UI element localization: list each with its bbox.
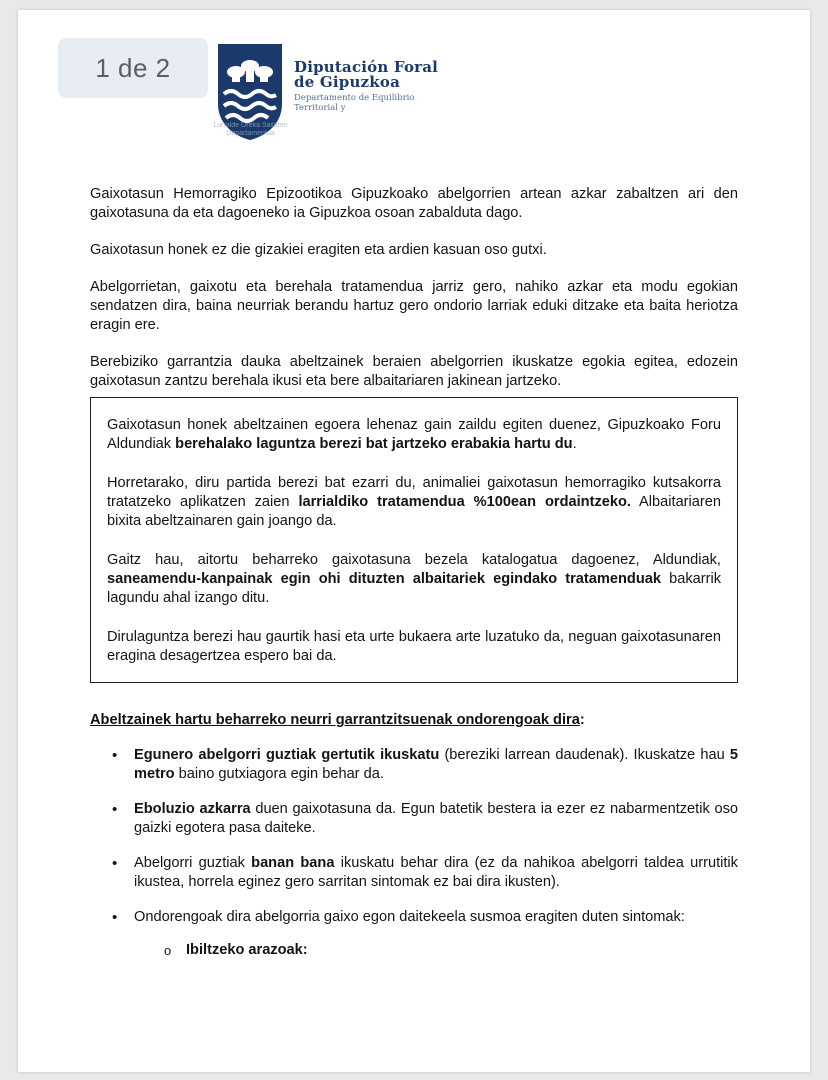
page-indicator-label: 1 de 2	[95, 52, 171, 83]
logo-secondary-wordmark	[198, 122, 303, 138]
section-heading-text: Abeltzainek hartu beharreko neurri garrantzitsuenak ondorengoak dira	[90, 712, 580, 728]
paragraph: Berebiziko garrantzia dauka abeltzainek beraien abelgorrien ikuskatze egokia egitea, edozein gaixotasun zantzu berehala ikusi eta bere albaitariaren jakinean jartzeko.	[90, 354, 738, 389]
sub-list-item-text: Ibiltzeko arazoak:	[186, 942, 308, 958]
list-item	[90, 854, 738, 892]
list-item-text: Ondorengoak dira abelgorria gaixo egon daitekeela susmoa eragiten duten sintomak:	[134, 909, 685, 925]
list-item-text: Eboluzio azkarra duen gaixotasuna da. Egun batetik bestera ia ezer ez nabarmentzetik oso gaizki egotera pasa daiteke.	[134, 801, 738, 836]
logo-subtitle-line2: Territorial y	[294, 102, 346, 113]
list-item	[90, 800, 738, 838]
list-item	[90, 908, 738, 960]
document-page	[18, 10, 810, 1072]
boxed-paragraph: Horretarako, diru partida berezi bat ezarri du, animaliei gaixotasun hemorragiko kutsakorra tratatzeko aplikatzen zaien larrialdiko tratamendua %100ean ordaintzeko. Albaitariaren bixita abeltzainaren gain joango da.	[107, 475, 721, 529]
document-body	[90, 185, 738, 976]
boxed-paragraph: Gaixotasun honek abeltzainen egoera lehenaz gain zaildu egiten duenez, Gipuzkoako Foru Aldundiak berehalako laguntza berezi bat jartzeko erabakia hartu du.	[107, 417, 721, 452]
bullet-icon: •	[112, 855, 118, 872]
paragraph: Abelgorrietan, gaixotu eta berehala tratamendua jarriz gero, nahiko azkar eta modu egokian sendatzen dira, baina neurriak berandu hartuz gero ondorio larriak eduki ditzake eta baita heriotza eragin ere.	[90, 279, 738, 333]
bullet-icon: •	[112, 801, 118, 818]
logo-title-line1: Diputación Foral	[294, 58, 439, 76]
boxed-paragraph: Gaitz hau, aitortu beharreko gaixotasuna bezela katalogatua dagoenez, Aldundiak, saneamendu-kanpainak egin ohi dituzten albaitariek egindako tratamenduak bakarrik lagundu ahal izango ditu.	[107, 552, 721, 606]
list-item	[90, 746, 738, 784]
paragraph: Gaixotasun Hemorragiko Epizootikoa Gipuzkoako abelgorrien artean azkar zabaltzen ari den gaixotasuna da eta dagoeneko ia Gipuzkoa osoan zabalduta dago.	[90, 186, 738, 221]
list-item-text: Egunero abelgorri guztiak gertutik ikuskatu (bereziki larrean daudenak). Ikuskatze hau 5 metro baino gutxiagora egin behar da.	[134, 747, 738, 782]
logo-faint-line1: Lurralde Oreka Sailaren	[213, 122, 288, 129]
logo-wordmark	[294, 60, 584, 113]
logo-title-line2: de Gipuzkoa	[294, 73, 400, 91]
sub-list-item	[134, 941, 738, 960]
highlight-box	[90, 397, 738, 683]
organization-logo	[198, 42, 598, 147]
section-heading	[90, 711, 738, 730]
page-indicator-badge	[58, 38, 208, 98]
measures-list	[90, 746, 738, 960]
symptoms-sublist	[134, 941, 738, 960]
bullet-icon: •	[112, 909, 118, 926]
boxed-paragraph: Dirulaguntza berezi hau gaurtik hasi eta urte bukaera arte luzatuko da, neguan gaixotasunaren eragina desagertzea espero bai da.	[107, 629, 721, 664]
logo-subtitle-line1: Departamento de Equilibrio	[294, 93, 415, 103]
hollow-bullet-icon: o	[164, 943, 172, 958]
logo-faint-line2: Departamentua	[226, 130, 275, 137]
intro-paragraphs	[90, 185, 738, 391]
paragraph: Gaixotasun honek ez die gizakiei eragiten eta ardien kasuan oso gutxi.	[90, 242, 547, 258]
section-heading-tail: :	[579, 712, 585, 728]
bullet-icon: •	[112, 747, 118, 764]
list-item-text: Abelgorri guztiak banan bana ikuskatu behar dira (ez da nahikoa abelgorri taldea urrutitik ikustea, horrela eginez gero sarritan sintomak ez bai dira ikusten).	[134, 855, 738, 890]
